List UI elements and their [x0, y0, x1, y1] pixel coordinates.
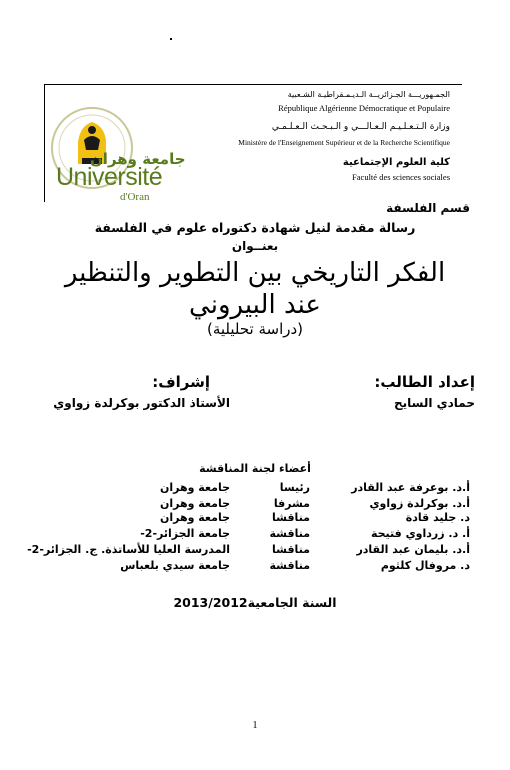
member-name: د. مروفال كلثوم [380, 559, 470, 572]
member-institution: جامعة وهران [159, 481, 230, 494]
member-name: د. جليد قادة [405, 511, 470, 524]
member-name: أ.د. بوكرلدة زواوي [369, 497, 470, 510]
title-intro: بعنــوان [231, 239, 279, 253]
supervisor-name: الأستاذ الدكتور بوكرلدة زواوي [53, 396, 230, 410]
thesis-subtitle: (دراسة تحليلية) [206, 320, 304, 338]
committee-row [30, 511, 470, 527]
thesis-title-line2: عند البيروني [189, 290, 321, 320]
committee-row [30, 481, 470, 497]
committee-row [27, 543, 470, 559]
logo-arabic-text: جامعة وهران [90, 150, 186, 168]
header-left-border [44, 84, 45, 202]
member-institution: جامعة الجزائر-2- [140, 527, 230, 540]
certificate-line: رسالة مقدمة لنيل شهادة دكتوراه علوم في الفلسفة [94, 220, 416, 235]
header-ar-republic: الجمـهوريـــة الجـزائريــة الـديـمـقراطيـة الشـعبية [287, 90, 450, 99]
header-fr-faculty: Faculté des sciences sociales [352, 172, 450, 182]
member-role: مناقشة [269, 527, 310, 540]
member-role: رئيسا [279, 481, 310, 494]
department-label: قسم الفلسفة [386, 201, 470, 215]
member-role: مناقشا [272, 511, 310, 524]
page-number: 1 [252, 720, 258, 731]
logo-university-text: Université [56, 163, 163, 191]
member-institution: جامعة سيدي بلعباس [120, 559, 230, 572]
logo-city-text: d'Oran [120, 191, 150, 203]
student-label: إعداد الطالب: [374, 373, 475, 391]
committee-row [30, 559, 470, 575]
header-fr-republic: République Algérienne Démocratique et Populaire [278, 103, 450, 113]
member-role: مناقشة [269, 559, 310, 572]
member-name: أ.د. بوعرفة عبد القادر [351, 481, 470, 494]
header-top-border [44, 84, 462, 85]
academic-year: السنة الجامعية2013/2012 [173, 595, 337, 610]
member-institution: جامعة وهران [159, 511, 230, 524]
member-institution: المدرسة العليا للأساتذة. ج. الجزائر-2- [27, 543, 230, 556]
member-role: مناقشا [272, 543, 310, 556]
header-ar-ministry: وزارة الـتـعـلـيـم الـعـالـــي و الـبـحـث الـعـلـمـي [271, 122, 450, 132]
member-name: أ. د. زرداوي فتيحة [370, 527, 470, 540]
supervisor-label: إشراف: [152, 373, 210, 391]
member-role: مشرفا [273, 497, 310, 510]
committee-row [30, 527, 470, 543]
stray-dot [170, 38, 172, 40]
header-fr-ministry: Ministère de l'Enseignement Supérieur et de la Recherche Scientifique [238, 138, 450, 147]
student-name: حمادي السايح [393, 396, 475, 410]
member-name: أ.د. بليمان عبد القادر [356, 543, 470, 556]
member-institution: جامعة وهران [159, 497, 230, 510]
thesis-title-line1: الفكر التاريخي بين التطوير والتنظير [64, 258, 446, 288]
committee-title: أعضاء لجنة المناقشة [199, 462, 311, 475]
header-ar-faculty: كلية العلوم الإجتماعية [342, 157, 450, 168]
